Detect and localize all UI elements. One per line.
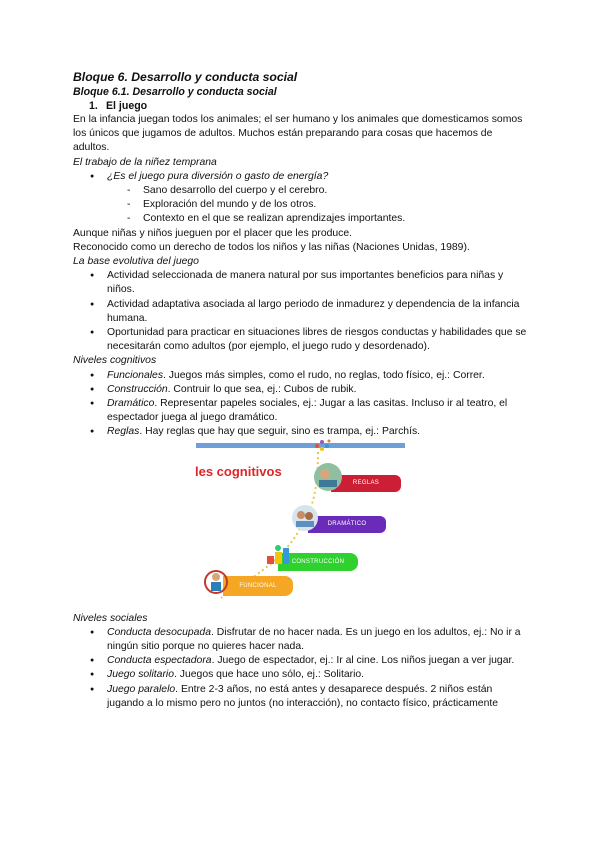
trabajo-heading: El trabajo de la niñez temprana xyxy=(73,156,217,168)
list-item: - Exploración del mundo y de los otros. xyxy=(73,198,528,212)
step-reglas: REGLAS xyxy=(331,475,401,492)
term: Juego paralelo xyxy=(107,683,176,695)
list-item: ● Actividad seleccionada de manera natural por sus importantes beneficios para niñas y niños. xyxy=(73,269,528,297)
paragraph: Reconocido como un derecho de todos los niños y las niñas (Naciones Unidas, 1989). xyxy=(73,241,470,253)
list-item xyxy=(73,369,528,383)
reglas-photo-icon xyxy=(313,462,343,492)
definition: . Juegos que hace uno sólo, ej.: Solitario. xyxy=(174,669,365,681)
definition: . Entre 2-3 años, no está antes y desaparece después. 2 niños están jugando a lo mismo pero no juntos (no interacción), no contacto físico, prácticamente xyxy=(107,683,499,709)
section-label: El juego xyxy=(105,100,148,112)
list-item xyxy=(73,626,528,654)
list-item xyxy=(73,683,528,711)
trabajo-sublist xyxy=(73,184,528,227)
trabajo-question: ● ¿Es el juego pura diversión o gasto de energía? xyxy=(73,170,528,184)
term: Conducta espectadora xyxy=(107,655,212,667)
trabajo-list xyxy=(73,170,528,184)
definition: . Representar papeles sociales, ej.: Jugar a las casitas. Incluso ir al teatro, el espectador juega al juego dramático. xyxy=(107,398,508,424)
sociales-heading: Niveles sociales xyxy=(73,612,148,624)
term: Reglas xyxy=(107,426,140,438)
section-heading xyxy=(73,99,528,113)
cognitive-levels-figure xyxy=(73,440,528,612)
page-title: Bloque 6. Desarrollo y conducta social xyxy=(73,70,298,84)
list-item xyxy=(73,397,528,425)
dramatico-photo-icon xyxy=(291,504,319,532)
paragraph: Aunque niñas y niños jueguen por el placer que les produce. xyxy=(73,227,353,239)
figure-title: les cognitivos xyxy=(195,463,282,479)
step-dramatico: DRAMÁTICO xyxy=(308,516,386,533)
sociales-list xyxy=(73,626,528,711)
funcional-child-icon xyxy=(203,568,229,596)
definition: . Juegos más simples, como el rudo, no reglas, todo físico, ej.: Correr. xyxy=(163,369,485,381)
term: Funcionales xyxy=(107,369,164,381)
section-subtitle: Bloque 6.1. Desarrollo y conducta social xyxy=(73,86,277,98)
definition: . Juego de espectador, ej.: Ir al cine. Los niños juegan a ver jugar. xyxy=(211,655,515,667)
definition: . Disfrutar de no hacer nada. Es un juego en los adultos, ej.: No ir a ningún sitio porque no quieres hacer nada. xyxy=(107,626,521,653)
section-number: 1. xyxy=(89,100,98,112)
term: Juego solitario xyxy=(107,669,175,681)
term: Construcción xyxy=(107,383,168,395)
list-item xyxy=(73,668,528,682)
term: Dramático xyxy=(107,398,155,410)
construccion-toys-icon xyxy=(265,544,291,566)
term: Conducta desocupada xyxy=(107,626,211,638)
list-item xyxy=(73,425,528,439)
definition: . Hay reglas que hay que seguir, sino es trampa, ej.: Parchís. xyxy=(139,426,421,438)
base-list xyxy=(73,269,528,354)
list-item: ● Oportunidad para practicar en situaciones libres de riesgos conductas y habilidades que se necesitarán como adultos (por ejemplo, el juego rudo y desordenado). xyxy=(73,326,528,354)
intro-paragraph: En la infancia juegan todos los animales; el ser humano y los animales que domesticamos somos los únicos que jugamos de adultos. Muchos están preparando para cosas que hacemos de adultos. xyxy=(73,114,523,154)
base-heading: La base evolutiva del juego xyxy=(73,256,199,268)
cognitivos-heading: Niveles cognitivos xyxy=(73,355,157,367)
step-construccion: CONSTRUCCIÓN xyxy=(278,553,358,571)
list-item: - Sano desarrollo del cuerpo y el cerebro. xyxy=(73,184,528,198)
definition: . Contruir lo que sea, ej.: Cubos de rubik. xyxy=(167,383,357,395)
list-item xyxy=(73,383,528,397)
cognitivos-list xyxy=(73,369,528,440)
list-item: - Contexto en el que se realizan aprendizajes importantes. xyxy=(73,212,528,226)
list-item xyxy=(73,654,528,668)
list-item: ● Actividad adaptativa asociada al largo periodo de inmadurez y dependencia de la infancia humana. xyxy=(73,298,528,326)
step-funcional: FUNCIONAL xyxy=(223,576,293,596)
document-page xyxy=(73,70,528,711)
